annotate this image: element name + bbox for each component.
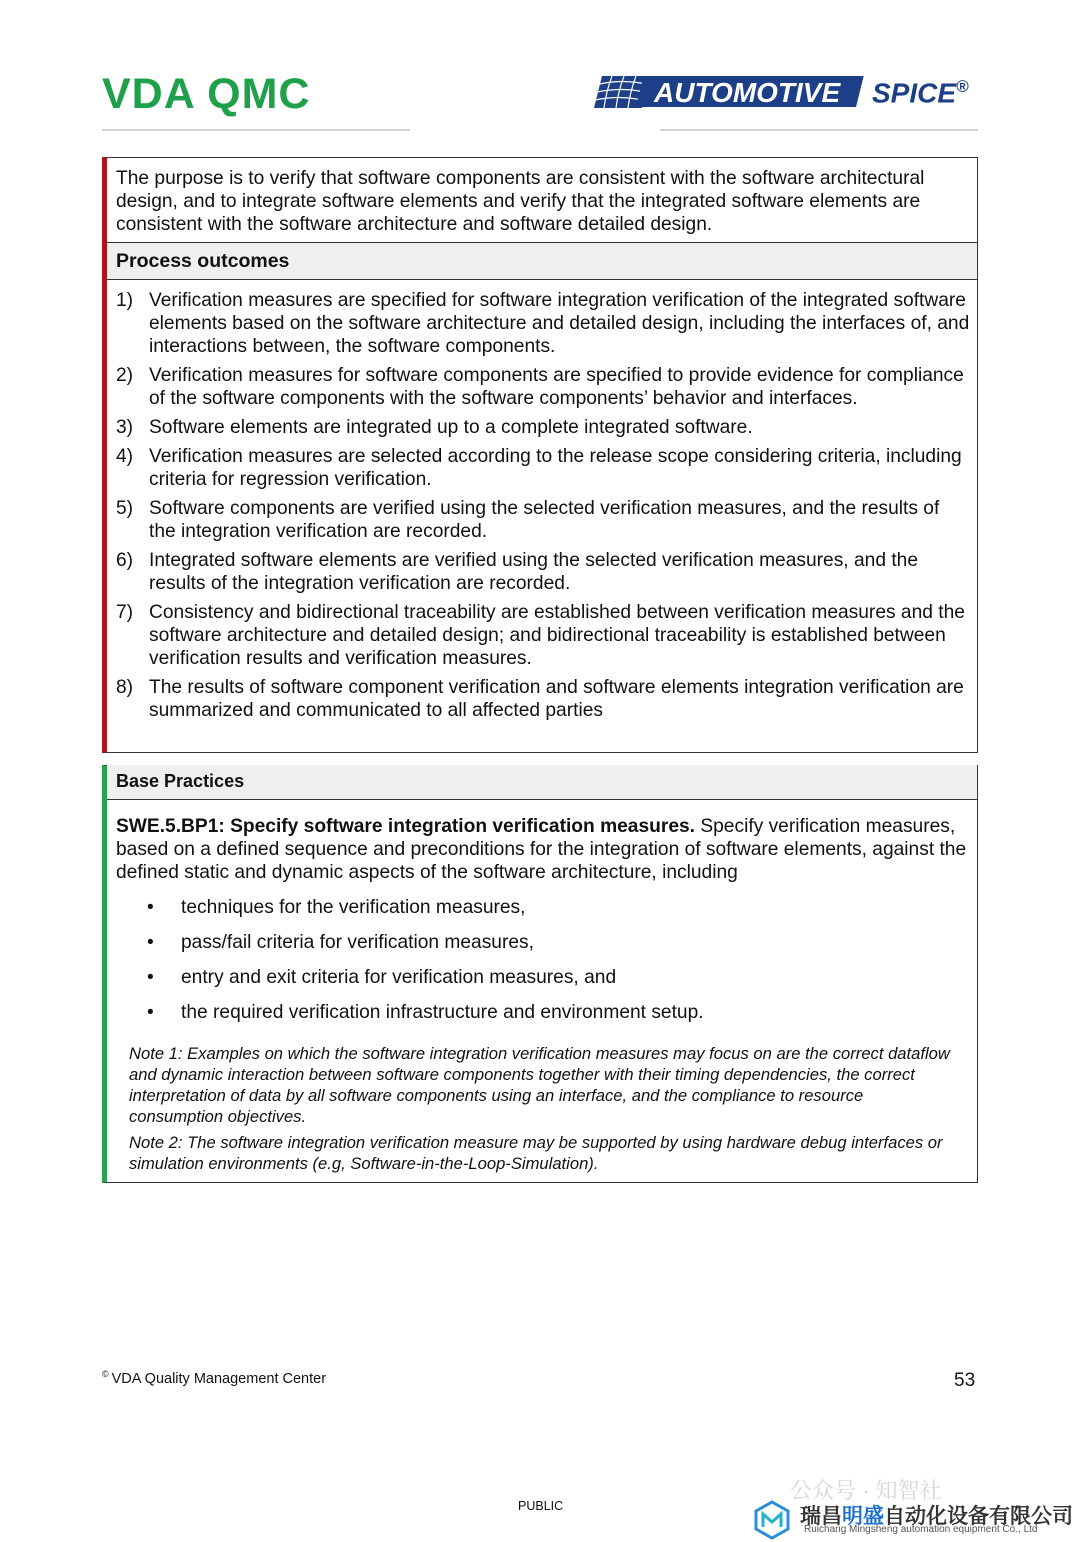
outcome-text: Verification measures are selected according to the release scope considering criteria, including criteria for regression verification.	[149, 446, 962, 490]
outcome-number: 8)	[116, 677, 134, 698]
header-rule-right	[660, 129, 978, 131]
header-rule-left	[102, 129, 410, 131]
registered-mark: ®	[956, 77, 969, 96]
spice-logo-text-spice	[872, 77, 969, 109]
outcome-item	[116, 416, 971, 439]
bp1-paragraph	[116, 815, 971, 884]
bullet-dot-icon: •	[147, 932, 154, 953]
outcome-number: 1)	[116, 290, 134, 311]
company-cn-part1: 瑞昌	[800, 1505, 842, 1528]
note-2: Note 2: The software integration verification measure may be supported by using hardware debug interfaces or simulation environments (e.g, Software-in-the-Loop-Simulation).	[129, 1133, 943, 1173]
outcome-number: 4)	[116, 446, 134, 467]
company-cn-highlight: 明盛	[842, 1505, 884, 1528]
outcome-text: Software elements are integrated up to a complete integrated software.	[149, 417, 753, 438]
copyright-text: VDA Quality Management Center	[111, 1370, 327, 1387]
process-purpose-box	[102, 157, 978, 753]
bullet-dot-icon: •	[147, 897, 154, 918]
bp1-text: Specify verification measures, based on a defined sequence and preconditions for the integration of software elements, against the defined static and dynamic aspects of the software architecture, including	[116, 816, 967, 883]
copyright-notice	[102, 1369, 326, 1387]
outcome-text: Verification measures are specified for software integration verification of the integrated software elements based on the software architecture and detailed design, including the interfaces of, and interactions between, the software components.	[149, 290, 970, 357]
outcome-item	[116, 549, 971, 595]
outcome-number: 5)	[116, 498, 134, 519]
watermark-faint-text: 公众号 · 知智社	[790, 1478, 942, 1503]
bp1-bullet-list	[147, 896, 947, 1036]
process-outcomes-heading: Process outcomes	[107, 242, 977, 280]
copyright-symbol: ©	[102, 1369, 109, 1379]
outcome-item	[116, 289, 971, 358]
bullet-item	[147, 1001, 947, 1036]
base-practices-heading: Base Practices	[107, 765, 977, 800]
bp1-title: SWE.5.BP1: Specify software integration verification measures.	[116, 816, 695, 837]
outcome-item	[116, 601, 971, 670]
outcome-text: Software components are verified using the selected verification measures, and the results of the integration verification are recorded.	[149, 498, 940, 542]
purpose-text: The purpose is to verify that software components are consistent with the software architectural design, and to integrate software elements and verify that the integrated software elements are consistent with the software architecture and software detailed design.	[116, 168, 925, 235]
outcome-text: Verification measures for software components are specified to provide evidence for compliance of the software components with the software components’ behavior and interfaces.	[149, 365, 964, 409]
outcome-number: 3)	[116, 417, 134, 438]
bullet-item	[147, 931, 947, 966]
bullet-text: the required verification infrastructure and environment setup.	[181, 1002, 704, 1023]
outcome-number: 7)	[116, 602, 134, 623]
page-number: 53	[954, 1370, 976, 1391]
outcome-item	[116, 497, 971, 543]
outcome-text: The results of software component verification and software elements integration verification are summarized and communicated to all affected parties	[149, 677, 964, 721]
outcome-number: 2)	[116, 365, 134, 386]
note-1: Note 1: Examples on which the software integration verification measures may focus on are the correct dataflow and dynamic interaction between software components together with their timing dependencies, the correct interpretation of data by all software components using an interface, and the compliance to resource consumption objectives.	[129, 1044, 950, 1126]
bullet-text: techniques for the verification measures,	[181, 897, 526, 918]
process-outcomes-list	[116, 289, 971, 728]
classification-label: PUBLIC	[518, 1499, 564, 1513]
spice-logo-text-automotive: AUTOMOTIVE	[654, 77, 841, 108]
bullet-text: pass/fail criteria for verification measures,	[181, 932, 534, 953]
watermark-company-en: Ruichang Mingsheng automation equipment Co., Ltd	[804, 1524, 1038, 1535]
bp1-notes	[129, 1043, 959, 1179]
base-practices-box	[102, 765, 978, 1183]
outcome-item	[116, 364, 971, 410]
company-logo-icon	[752, 1500, 792, 1540]
bullet-dot-icon: •	[147, 967, 154, 988]
bullet-item	[147, 966, 947, 1001]
outcome-text: Integrated software elements are verified using the selected verification measures, and the results of the integration verification are recorded.	[149, 550, 918, 594]
spice-word: SPICE	[872, 77, 957, 109]
automotive-spice-logo	[594, 76, 978, 112]
bullet-dot-icon: •	[147, 1002, 154, 1023]
bullet-item	[147, 896, 947, 931]
vda-qmc-logo: VDA QMC	[102, 70, 311, 118]
outcome-item	[116, 445, 971, 491]
outcome-number: 6)	[116, 550, 134, 571]
bullet-text: entry and exit criteria for verification measures, and	[181, 967, 617, 988]
outcome-text: Consistency and bidirectional traceability are established between verification measures and the software architecture and detailed design; and bidirectional traceability is established between verification results and verification measures.	[149, 602, 965, 669]
outcome-item	[116, 676, 971, 722]
company-cn-part3: 自动化设备有限公司	[884, 1505, 1073, 1528]
